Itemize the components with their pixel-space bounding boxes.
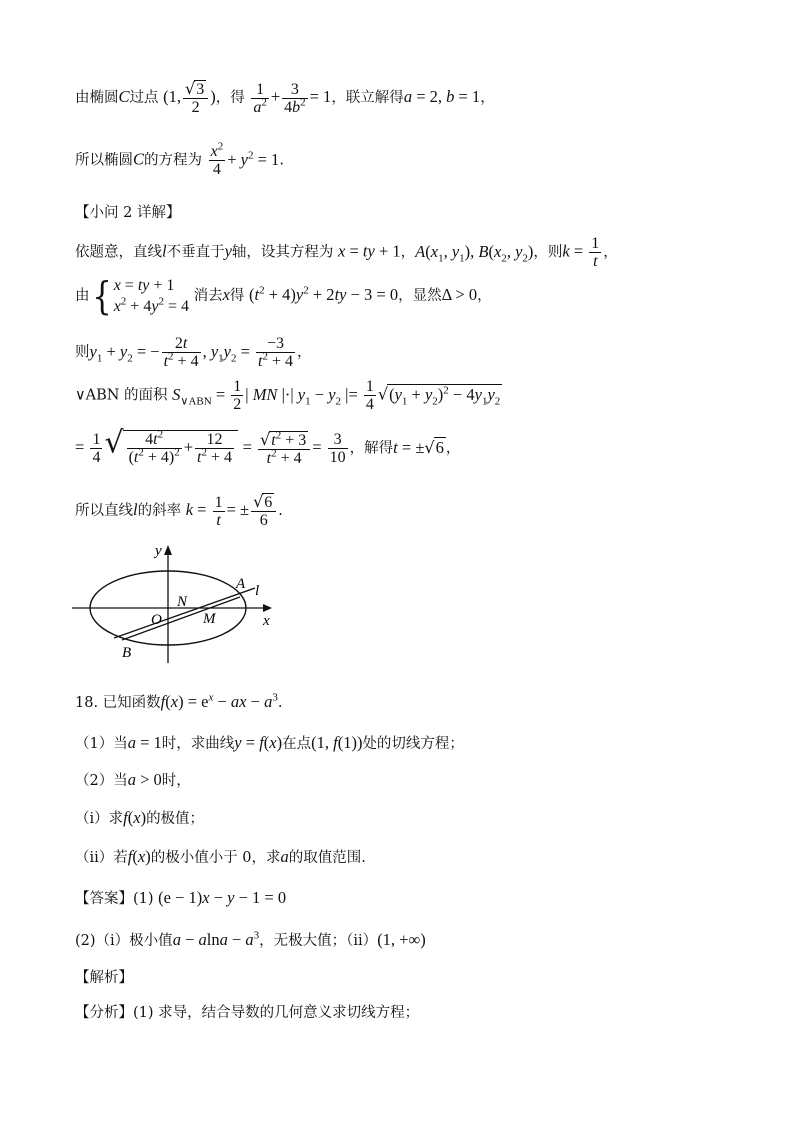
answer-part-1: 【答案】(1) (e − 1)x − y − 1 = 0: [75, 888, 287, 907]
label-l: l: [255, 583, 260, 599]
line-ellipse-equation: 所以椭圆C的方程为 $\frac{x^2}{4}$ + $y^2 = 1$.: [75, 140, 284, 178]
line-line-setup: 依题意，直线l不垂直于y轴，设其方程为 x = ty + 1，$A(x_1$, $y_1$), $B(x_2$, $y_2$)，则k = $\frac{1}{t}$ ，: [75, 235, 618, 270]
label-M: M: [203, 611, 216, 627]
question-18-part-2-i: （ⅰ）求f(x)的极值；: [75, 808, 205, 827]
subquestion-2-heading: 【小问 2 详解】: [75, 205, 181, 221]
line-system: 由{ x = ty + 1 $x^2 + 4y^2 = 4$ 消去x得 $(t^2 + 4)y^2 + 2ty - 3 = 0$，显然Δ > 0，: [75, 274, 492, 318]
analysis-heading: 【解析】: [75, 970, 133, 986]
analysis-part-1: 【分析】(1) 求导，结合导数的几何意义求切线方程；: [75, 1005, 420, 1021]
question-18: 18. 已知函数$f(x) = e^x$ − ax − $a^3$.: [75, 691, 283, 711]
line-area: ∨ABN 的面积 $S_{\vee ABN}$ = $\frac{1}{2}$ | MN |·| $y_1 - y_2$ |= $\frac{1}{4}$ $√(y_1 + y_2)^2 - 4y_1y_2$: [75, 378, 501, 413]
label-A: A: [236, 576, 246, 592]
question-18-part-2-ii: （ⅱ）若f(x)的极小值小于 0，求a的取值范围.: [75, 847, 366, 866]
line-area-solve: = $\frac{1}{4}$ √ $\frac{4t^2}{(t^2 + 4)^2}$ + $\frac{12}{t^2 + 4}$ = $\frac{√t^2 + 3}{t^2 + 4}$ = $\frac{3}{10}$ ，解得t = ±√6 ，: [75, 425, 461, 467]
question-18-part-2: （2）当a > 0时，: [75, 770, 191, 789]
line-vieta: 则$y_1 + y_2$ = − $\frac{2t}{t^2 + 4}$ , $y_1y_2$ = $\frac{-3}{t^2 + 4}$ ，: [75, 335, 312, 370]
ellipse-diagram: [60, 535, 290, 665]
label-B: B: [122, 645, 132, 661]
line-slope: 所以直线l的斜率 k = $\frac{1}{t}$ = ± $\frac{√6}{6}$ .: [75, 492, 283, 529]
x-axis-arrow: [263, 604, 272, 612]
label-O: O: [151, 612, 162, 628]
label-y: y: [155, 543, 162, 559]
label-N: N: [177, 594, 188, 610]
question-18-part-1: （1）当a = 1时，求曲线y = f(x)在点(1, f(1))处的切线方程；: [75, 733, 464, 752]
line-ellipse-point: 由椭圆C过点 (1, $\frac{√3}{2}$ )，得 $\frac{1}{a^2}$ + $\frac{3}{4b^2}$ = 1，联立解得a = 2, b = 1，: [75, 79, 495, 116]
answer-part-2: (2)（ⅰ）极小值$a - alna - a^3$，无极大值；（ⅱ）(1, +∞): [75, 929, 426, 949]
label-x: x: [263, 613, 270, 629]
y-axis-arrow: [164, 545, 172, 555]
